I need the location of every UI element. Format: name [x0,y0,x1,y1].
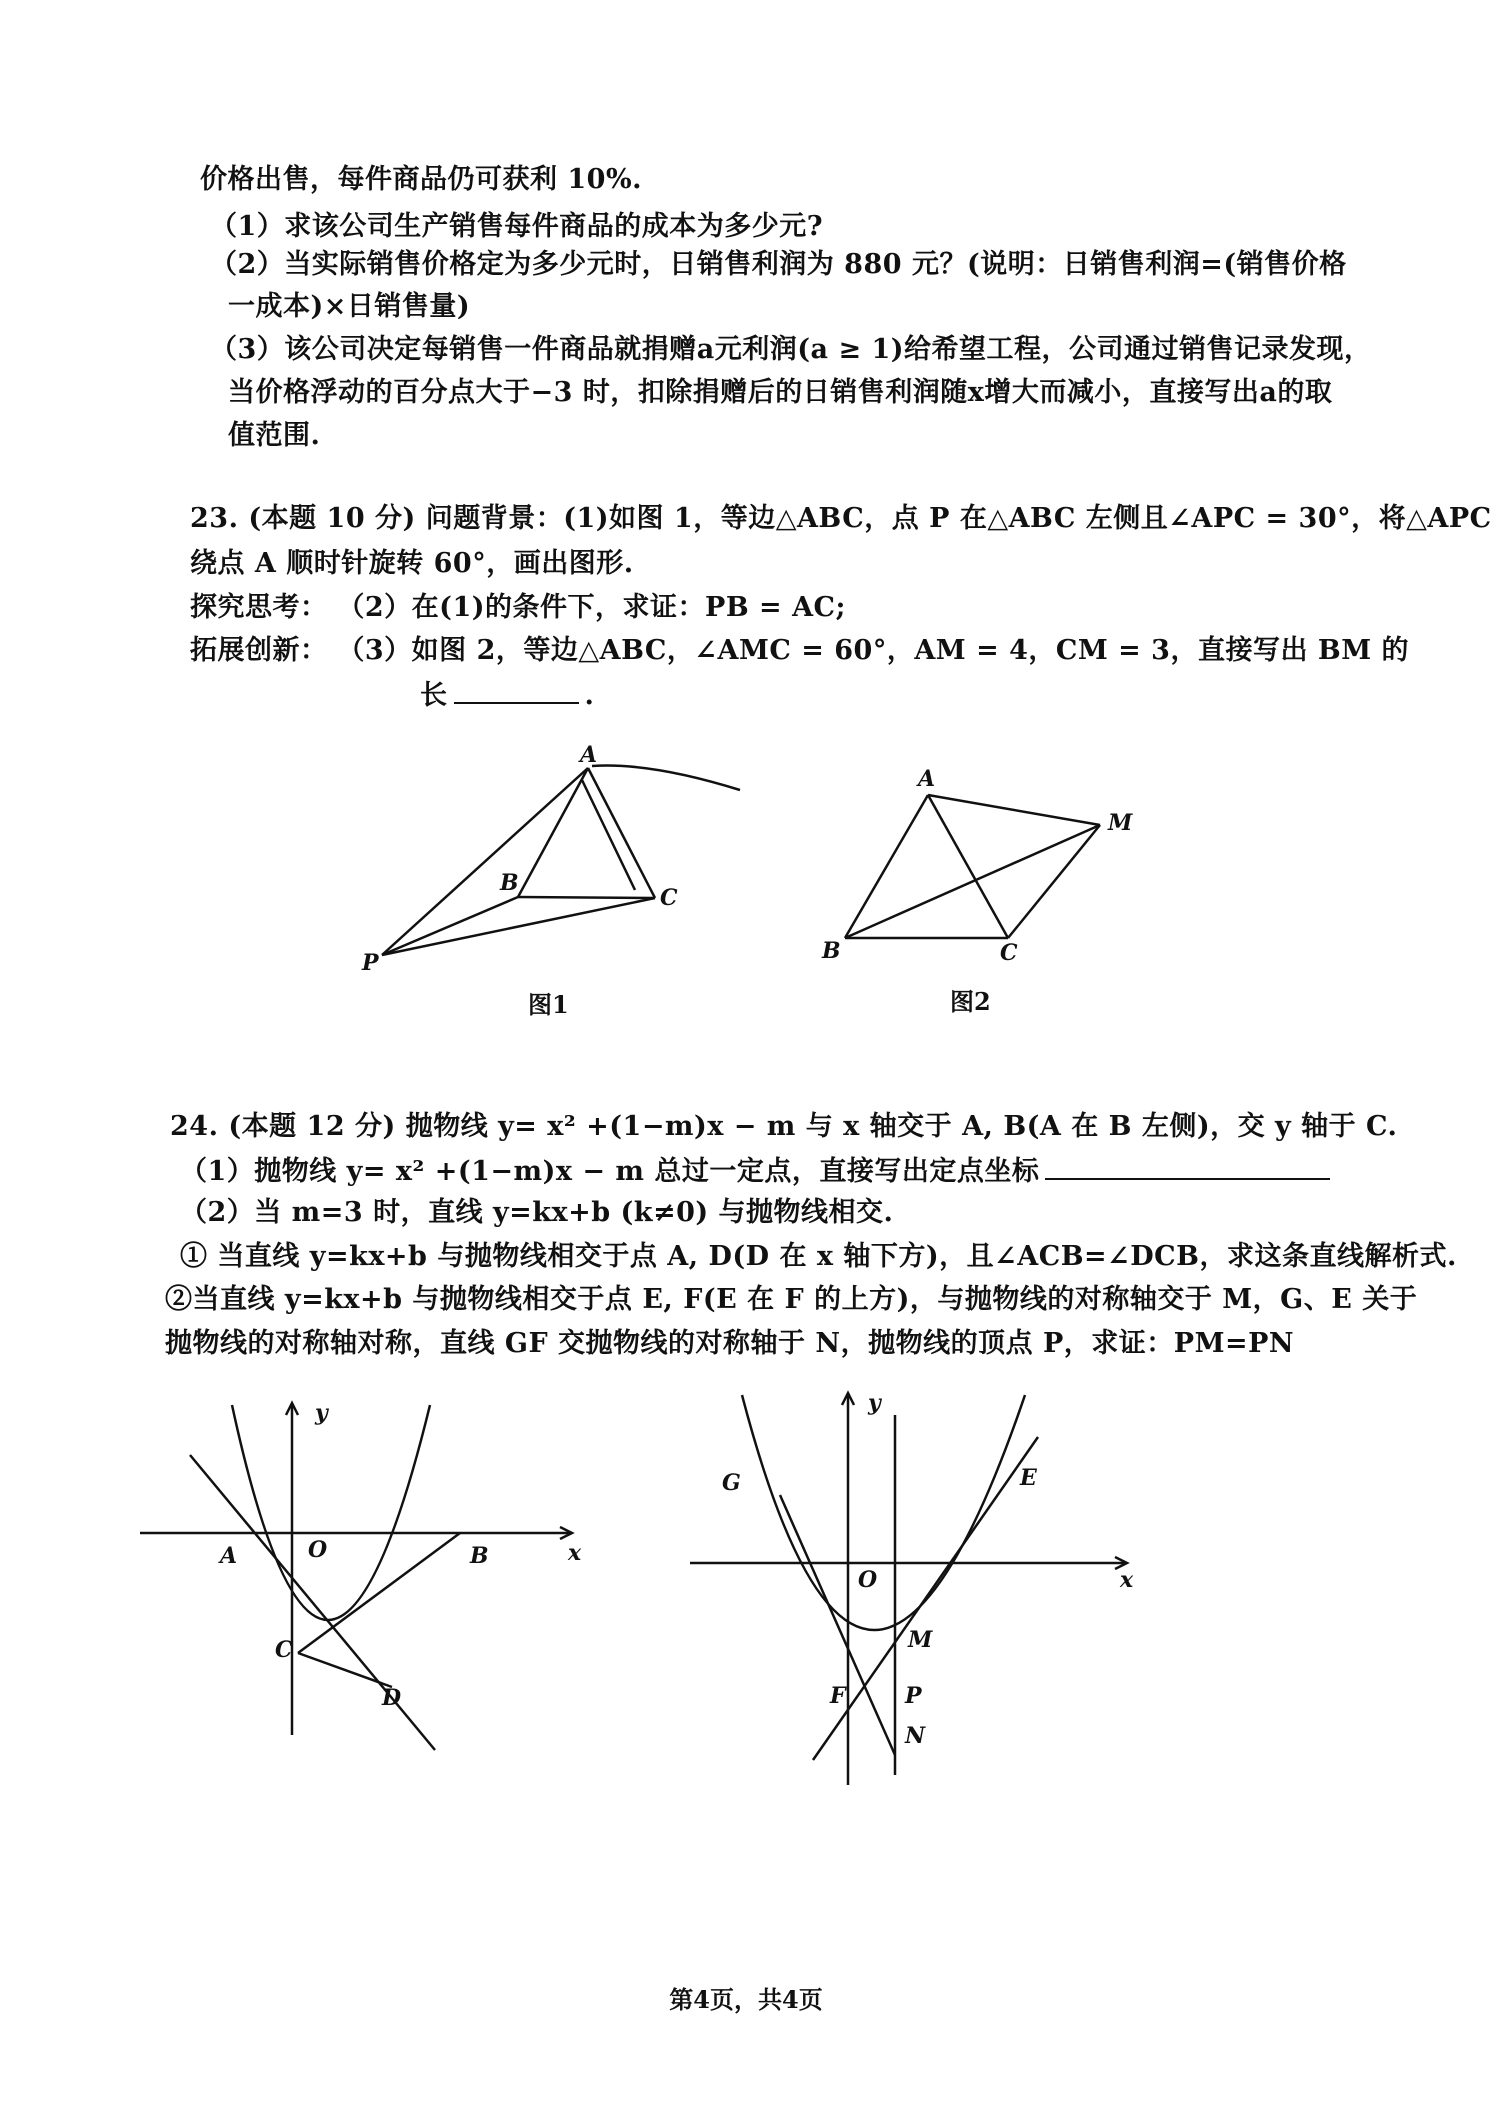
fig2-label-a: A [918,766,936,792]
figure-2 [800,760,1160,1020]
fig2-segment-cm [1008,825,1100,938]
q24-part2: （2）当 m=3 时，直线 y=kx+b (k≠0) 与抛物线相交. [180,1197,894,1228]
graph1-parabola [232,1405,430,1620]
q24-line1: 24. (本题 12 分) 抛物线 y= x² +(1−m)x − m 与 x 轴交于 A, B(A 在 B 左侧)，交 y 轴于 C. [170,1111,1398,1142]
fig2-segment-ab [845,795,928,938]
graph1-label-d: D [382,1685,402,1711]
q24-part1 [180,1152,1336,1189]
graph2-label-e: E [1020,1465,1037,1491]
fig1-segment-pc [382,898,655,955]
graph2-label-p: P [905,1683,922,1709]
fig2-label-m: M [1108,810,1133,836]
graph1-label-o: O [308,1537,328,1563]
q23-line2: 绕点 A 顺时针旋转 60°，画出图形. [190,548,634,579]
q22-part3-line3: 值范围. [228,420,321,451]
fig1-segment-ab [518,768,588,897]
graph1-label-b: B [470,1543,489,1569]
q22-continuation: 价格出售，每件商品仍可获利 10%. [200,164,643,195]
fig1-segment-ac [588,768,655,898]
q24-sub2-line1: ②当直线 y=kx+b 与抛物线相交于点 E, F(E 在 F 的上方)，与抛物线的对称轴交于 M，G、E 关于 [165,1284,1418,1315]
fig2-segment-bm [845,825,1100,938]
q23-line5 [420,676,594,713]
figure-1 [360,740,780,1019]
answer-blank[interactable] [1045,1152,1330,1180]
fig2-label-b: B [822,938,841,964]
q24-sub1: ① 当直线 y=kx+b 与抛物线相交于点 A, D(D 在 x 轴下方)，且∠ACB=∠DCB，求这条直线解析式. [180,1241,1457,1272]
q22-part3-line1: （3）该公司决定每销售一件商品就捐赠a元利润(a ≥ 1)给希望工程，公司通过销售记录发现， [210,334,1372,365]
q22-part1: （1）求该公司生产销售每件商品的成本为多少元? [210,211,824,242]
fig2-segment-am [928,795,1100,825]
graph2-label-y: y [868,1390,881,1416]
q23-line5-suffix: . [584,680,595,711]
answer-blank[interactable] [454,676,579,704]
graph1-label-c: C [275,1637,293,1663]
graph2-parabola [742,1395,1025,1630]
graph2-label-f: F [830,1683,846,1709]
graph2-label-m: M [908,1627,933,1653]
graph2-label-g: G [722,1470,741,1496]
q22-part3-line2: 当价格浮动的百分点大于−3 时，扣除捐赠后的日销售利润随x增大而减小，直接写出a的取 [228,377,1333,408]
graph2-label-o: O [858,1567,878,1593]
fig1-label-c: C [660,885,678,911]
q23-line5-prefix: 长 [420,680,448,711]
q24-part1-text: （1）抛物线 y= x² +(1−m)x − m 总过一定点，直接写出定点坐标 [180,1156,1040,1187]
fig1-rotation-arc [592,766,740,791]
q22-part2-line1: （2）当实际销售价格定为多少元时，日销售利润为 880 元？(说明：日销售利润=(销售价格 [210,249,1347,280]
q23-line4: 拓展创新： （3）如图 2，等边△ABC，∠AMC = 60°，AM = 4，CM = 3，直接写出 BM 的 [190,635,1409,666]
fig1-label-p: P [362,950,379,976]
q23-line1: 23. (本题 10 分) 问题背景：(1)如图 1，等边△ABC，点 P 在△ABC 左侧且∠APC = 30°，将△APC [190,503,1492,534]
graph1-line-cd [298,1653,392,1687]
fig1-label-a: A [580,742,598,768]
graph-2 [680,1385,1150,1785]
fig2-segment-ac [928,795,1008,938]
fig1-segment-bc [518,897,655,898]
fig1-caption: 图1 [528,990,569,1019]
q24-sub2-line2: 抛物线的对称轴对称，直线 GF 交抛物线的对称轴于 N，抛物线的顶点 P，求证：PM=PN [165,1328,1295,1359]
graph-1 [120,1395,590,1755]
fig1-segment-pb [382,897,518,955]
fig1-segment-pa [382,768,588,955]
graph1-label-x: x [568,1540,582,1566]
graph2-line-gf [780,1495,895,1755]
page-footer: 第4页，共4页 [669,1985,823,2014]
fig1-label-b: B [500,870,519,896]
fig1-rotation-line [582,780,635,890]
graph2-label-x: x [1120,1567,1134,1593]
q23-line3: 探究思考： （2）在(1)的条件下，求证：PB = AC; [190,592,846,623]
fig2-caption: 图2 [950,987,991,1016]
graph2-label-n: N [905,1723,926,1749]
graph1-label-a: A [220,1543,238,1569]
q22-part2-line2: 一成本)×日销售量) [228,291,471,322]
graph1-label-y: y [315,1400,328,1426]
fig2-label-c: C [1000,940,1018,966]
